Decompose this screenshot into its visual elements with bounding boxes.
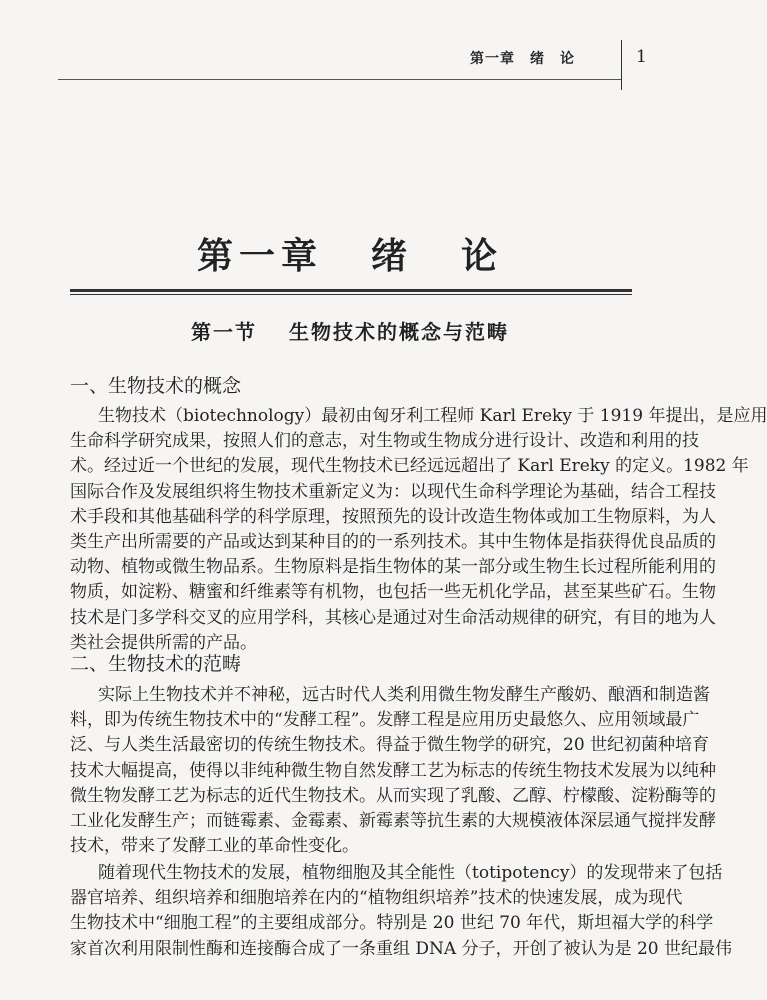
page-number: 1 [636, 47, 647, 67]
text-line: 工业化发酵生产；而链霉素、金霉素、新霉素等抗生素的大规模液体深层通气搅拌发酵 [70, 810, 716, 831]
text-line: 生物技术中“细胞工程”的主要组成部分。特别是 20 世纪 70 年代，斯坦福大学的科学 [70, 913, 714, 934]
chapter-title [0, 228, 700, 279]
chapter-title-char-1: 绪 [370, 235, 413, 277]
text-line: 料，即为传统生物技术中的“发酵工程”。发酵工程是应用历史最悠久、应用领域最广 [70, 710, 700, 731]
text-line: 动物、植物或微生物品系。生物原料是指生物体的某一部分或生物生长过程所能利用的 [70, 557, 716, 578]
chapter-number: 第一章 [196, 235, 323, 277]
text-line: 技术是门多学科交叉的应用学科，其核心是通过对生命活动规律的研究，有目的地为人 [70, 607, 716, 628]
text-line: 泛、与人类生活最密切的传统生物技术。得益于微生物学的研究，20 世纪初菌种培育 [70, 735, 710, 756]
header-rule [58, 79, 621, 80]
text-line: 生物技术（biotechnology）最初由匈牙利工程师 Karl Ereky 于 1919 年提出，是应用 [98, 406, 767, 426]
text-line: 类生产出所需要的产品或达到某种目的的一系列技术。其中生物体是指获得优良品质的 [70, 531, 716, 552]
header-divider [621, 40, 622, 90]
text-line: 器官培养、组织培养和细胞培养在内的“植物组织培养”技术的快速发展，成为现代 [70, 888, 683, 909]
text-line: 类社会提供所需的产品。 [70, 632, 257, 653]
chapter-rule-thin [70, 294, 632, 295]
text-line: 术手段和其他基础科学的科学原理，按照预先的设计改造生物体或加工生物原料，为人 [70, 506, 716, 527]
chapter-title-char-2: 论 [461, 235, 504, 277]
text-line: 技术，带来了发酵工业的革命性变化。 [70, 836, 359, 857]
section-name: 生物技术的概念与范畴 [289, 320, 509, 344]
text-line: 随着现代生物技术的发展，植物细胞及其全能性（totipotency）的发现带来了包括 [98, 863, 723, 883]
text-line: 微生物发酵工艺为标志的近代生物技术。从而实现了乳酸、乙醇、柠檬酸、淀粉酶等的 [70, 785, 716, 806]
text-line: 术。经过近一个世纪的发展，现代生物技术已经远远超出了 Karl Ereky 的定义。1982 年 [70, 456, 749, 477]
running-header: 第一章 绪 论 [470, 51, 575, 67]
section-number: 第一节 [191, 320, 257, 344]
chapter-rule-thick [70, 289, 632, 292]
text-line: 技术大幅提高，使得以非纯种微生物自然发酵工艺为标志的传统生物技术发展为以纯种 [70, 760, 716, 781]
paragraph-concept [70, 404, 767, 656]
paragraph-scope-2 [70, 861, 733, 962]
text-line: 物质，如淀粉、糖蜜和纤维素等有机物，也包括一些无机化学品，甚至某些矿石。生物 [70, 582, 716, 603]
text-line: 国际合作及发展组织将生物技术重新定义为：以现代生命科学理论为基础，结合工程技 [70, 481, 716, 502]
subsection-heading-1: 一、生物技术的概念 [70, 375, 242, 397]
text-line: 生命科学研究成果，按照人们的意志，对生物或生物成分进行设计、改造和利用的技 [70, 431, 699, 452]
subsection-heading-2: 二、生物技术的范畴 [70, 653, 242, 675]
paragraph-scope-1 [70, 683, 716, 859]
text-line: 家首次利用限制性酶和连接酶合成了一条重组 DNA 分子，开创了被认为是 20 世纪最伟 [70, 938, 733, 959]
text-line: 实际上生物技术并不神秘，远古时代人类利用微生物发酵生产酸奶、酿酒和制造酱 [98, 685, 710, 705]
section-title [0, 316, 700, 345]
